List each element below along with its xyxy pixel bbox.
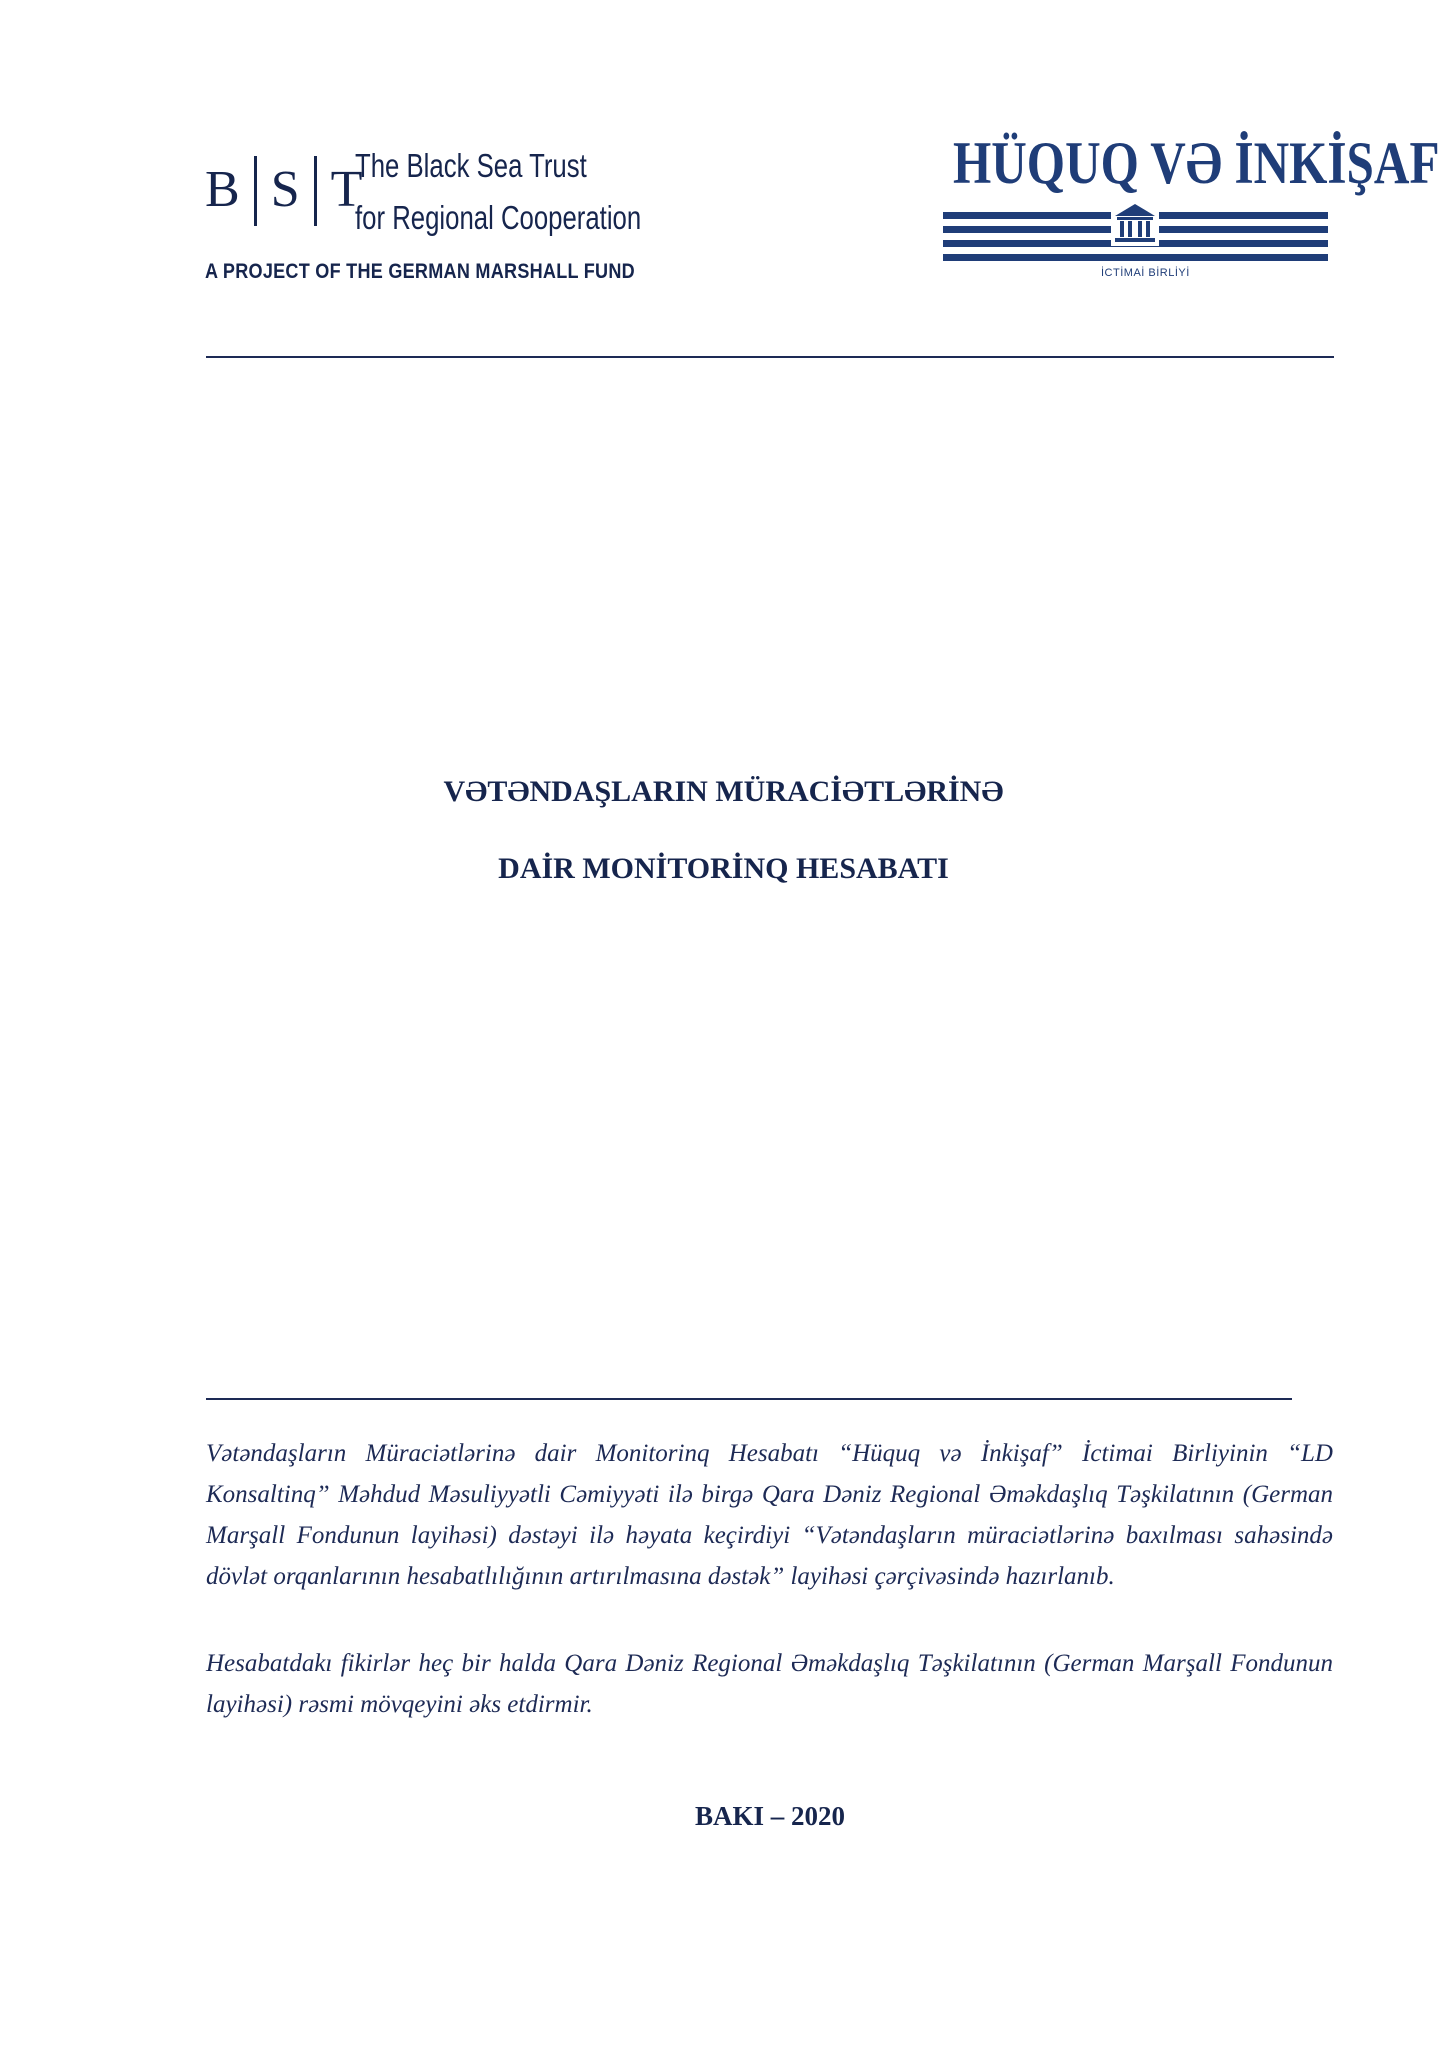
bst-name-line-1: The Black Sea Trust [355,147,587,184]
report-title-line-2: DAİR MONİTORİNQ HESABATI [498,852,949,885]
bst-letter-s: S [270,160,300,218]
bst-name-line-2: for Regional Cooperation [355,199,642,236]
bst-divider [314,156,317,226]
building-icon [1111,202,1159,246]
report-title-line-1: VƏTƏNDAŞLARIN MÜRACİƏTLƏRİNƏ [443,775,1004,808]
huquq-logo-subtitle: İCTİMAİ BİRLİYİ [1101,267,1190,279]
place-and-year: BAKI – 2020 [694,1801,846,1831]
huquq-logo [943,130,1440,300]
header-divider [206,356,1334,358]
bst-divider [254,156,257,226]
bst-letter-b: B [205,160,240,218]
bst-logo [205,140,642,290]
bst-monogram [205,154,362,224]
bst-organization-name [355,140,641,244]
disclaimer-paragraph: Hesabatdakı fikirlər heç bir halda Qara Dəniz Regional Əməkdaşlıq Təşkilatının (German Marşall Fondunun layihəsi) rəsmi mövqeyini əks etdirmir. [206,1650,1333,1718]
body-divider [206,1398,1292,1400]
bst-letter-t: T [330,160,363,218]
project-description-paragraph: Vətəndaşların Müraciətlərinə dair Monitorinq Hesabatı “Hüquq və İnkişaf” İctimai Birliyinin “LD Konsaltinq” Məhdud Məsuliyyətli Cəmiyyəti ilə birgə Qara Dəniz Regional Əməkdaşlıq Təşkilatının (German Marşall Fondunun layihəsi) dəstəyi ilə həyata keçirdiyi “Vətəndaşların müraciətlərinə baxılması sahəsində dövlət orqanlarının hesabatlılığının artırılmasına dəstək” layihəsi çərçivəsində hazırlanıb. [206,1440,1333,1590]
huquq-logo-name: HÜQUQ VƏ İNKİŞAF [953,130,1440,196]
bst-project-line: A PROJECT OF THE GERMAN MARSHALL FUND [205,260,635,283]
